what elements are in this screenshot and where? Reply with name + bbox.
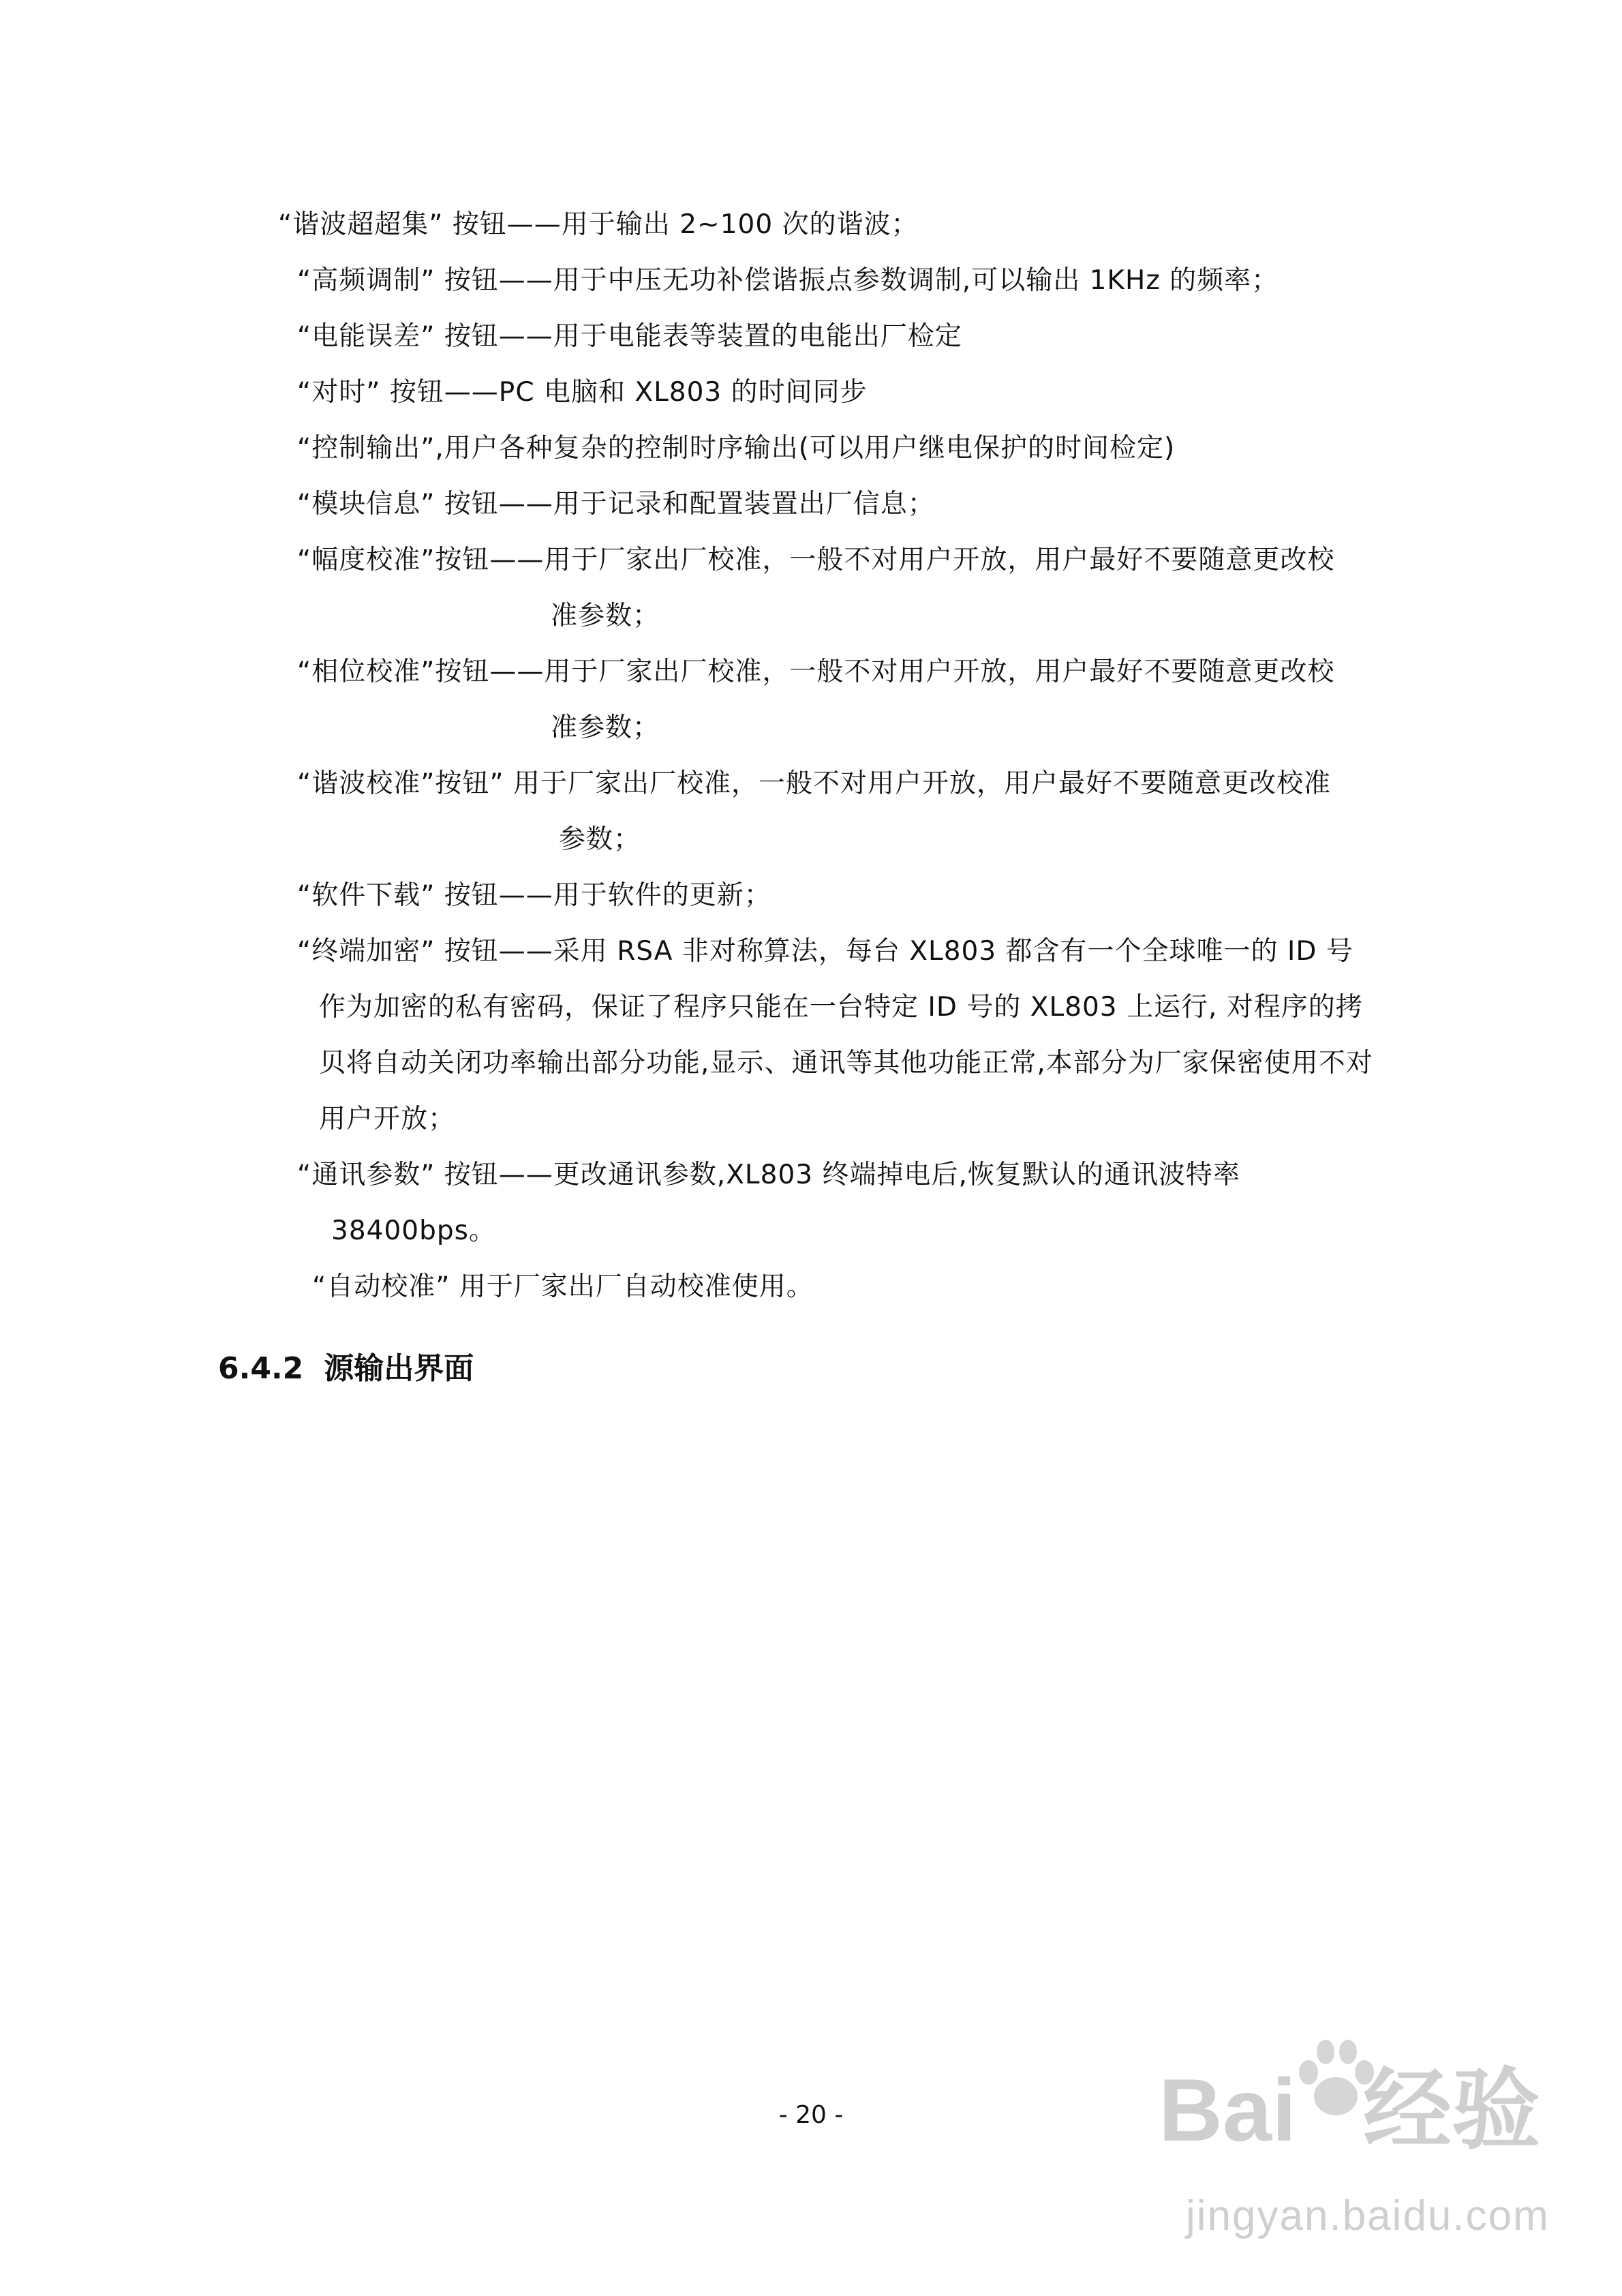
section-heading <box>218 1350 494 1388</box>
text-line: “软件下载” 按钮——用于软件的更新； <box>297 880 771 911</box>
text-line: “谐波超超集” 按钮——用于输出 2~100 次的谐波； <box>278 209 919 240</box>
text-line: “自动校准” 用于厂家出厂自动校准使用。 <box>312 1271 814 1302</box>
watermark-brand-left: Bai <box>1159 2060 1297 2160</box>
text-line: “控制输出”,用户各种复杂的控制时序输出(可以用户继电保护的时间检定) <box>297 433 1176 464</box>
text-line: 贝将自动关闭功率输出部分功能,显示、通讯等其他功能正常,本部分为厂家保密使用不对 <box>319 1048 1373 1078</box>
watermark-url: jingyan.baidu.com <box>1186 2192 1550 2239</box>
text-line: “电能误差” 按钮——用于电能表等装置的电能出厂检定 <box>297 321 962 352</box>
baidu-watermark <box>1159 2059 1595 2181</box>
section-number: 6.4.2 <box>218 1351 304 1386</box>
text-line: “高频调制” 按钮——用于中压无功补偿谐振点参数调制,可以输出 1KHz 的频率； <box>297 265 1279 296</box>
text-line: “谐波校准”按钮” 用于厂家出厂校准，一般不对用户开放，用户最好不要随意更改校准 <box>297 768 1332 799</box>
text-line: 作为加密的私有密码，保证了程序只能在一台特定 ID 号的 XL803 上运行, 对程序的拷 <box>319 992 1363 1023</box>
text-line: “幅度校准”按钮——用于厂家出厂校准，一般不对用户开放，用户最好不要随意更改校 <box>297 545 1335 575</box>
text-line: “通讯参数” 按钮——更改通讯参数,XL803 终端掉电后,恢复默认的通讯波特率 <box>297 1160 1240 1190</box>
text-line: 参数； <box>559 824 641 855</box>
text-line: “终端加密” 按钮——采用 RSA 非对称算法，每台 XL803 都含有一个全球唯一的 ID 号 <box>297 936 1353 967</box>
text-line: 用户开放； <box>319 1104 456 1134</box>
text-line: “对时” 按钮——PC 电脑和 XL803 的时间同步 <box>297 377 868 408</box>
text-line: “模块信息” 按钮——用于记录和配置装置出厂信息； <box>297 489 935 519</box>
text-line: 准参数； <box>551 712 660 743</box>
text-line: 38400bps。 <box>331 1215 496 1246</box>
watermark-brand-right: 经验 <box>1363 2060 1541 2160</box>
page-number: - 20 - <box>778 2101 844 2129</box>
section-title: 源输出界面 <box>324 1351 474 1386</box>
text-line: 准参数； <box>551 601 660 631</box>
text-line: “相位校准”按钮——用于厂家出厂校准，一般不对用户开放，用户最好不要随意更改校 <box>297 656 1335 687</box>
